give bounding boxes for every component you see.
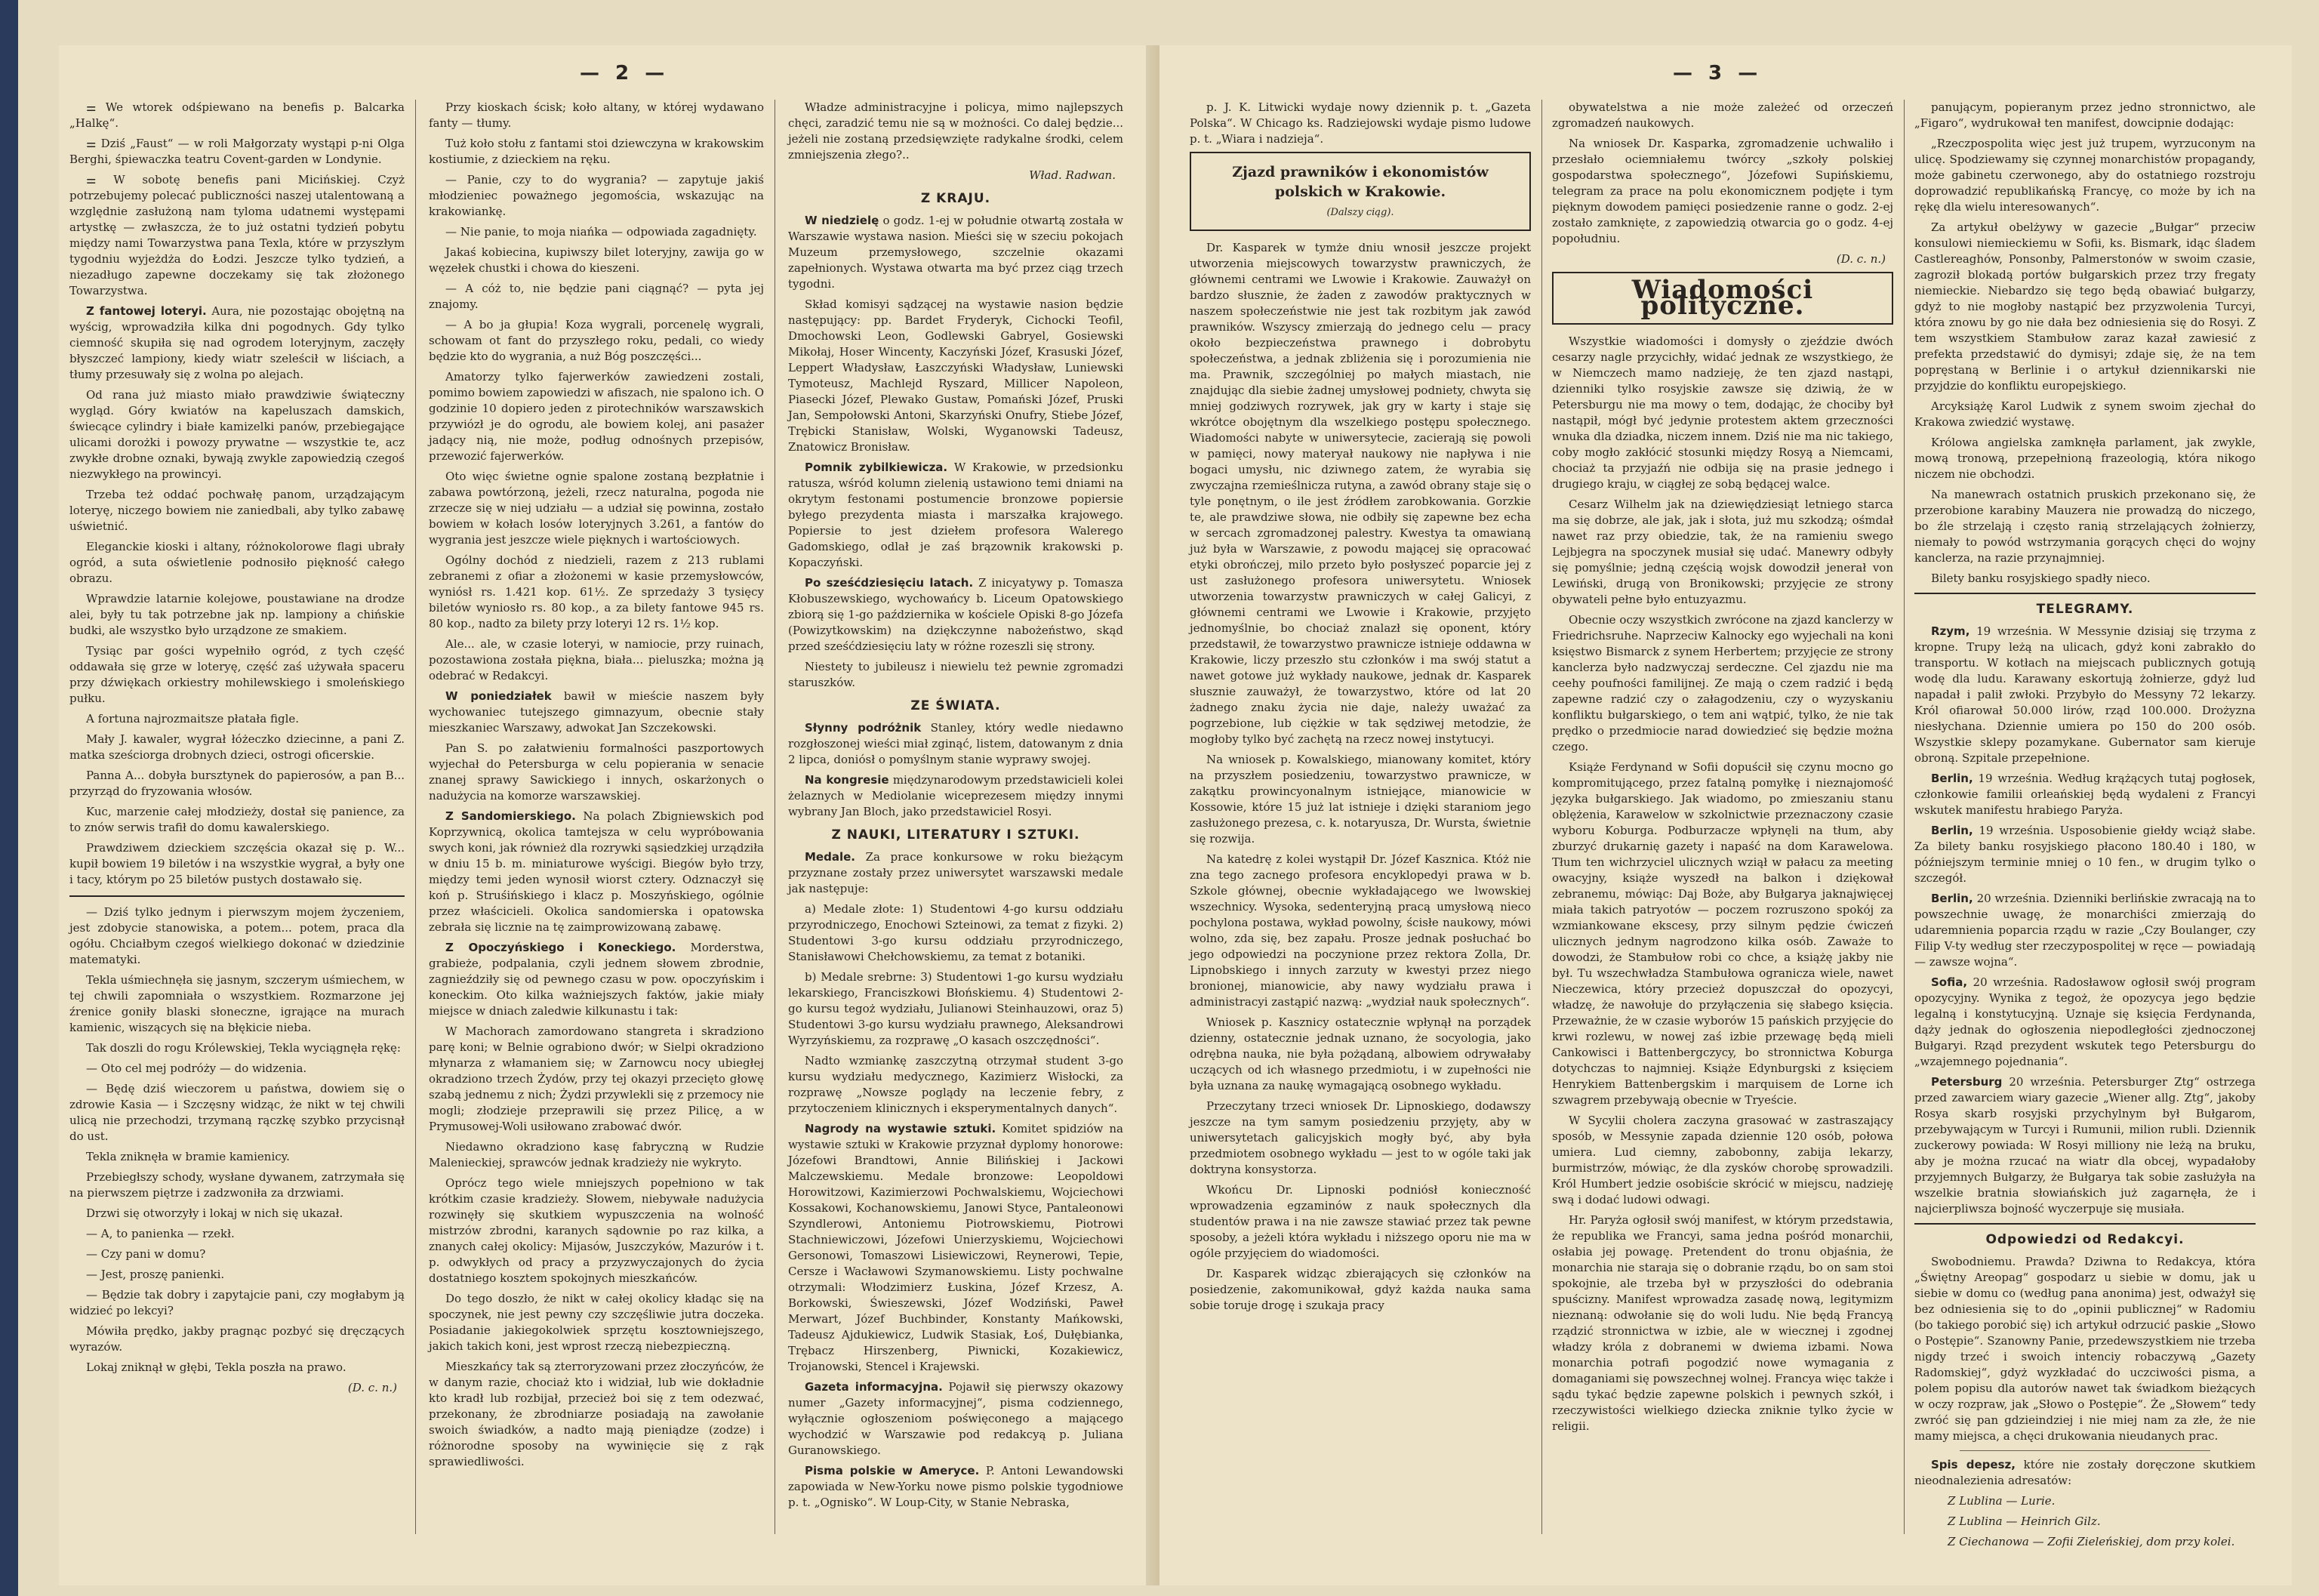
paragraph: Obecnie oczy wszystkich zwrócone na zjazd kanclerzy w Friedrichsruhe. Naprzeciw Kalnocky ego wyjechali na koni księstwo Bismarck z synem Herbertem; przyjęcie ze strony kanclerza było nadzwyczaj serdeczne. Cel zjazdu nie ma ceehy poufności familijnej. Ze mają o czem radzić i będą zapewne radzić czy o załagodzeniu, czy o wyzyskaniu konfliktu bułgarskiego, o tem ani wątpić, tylko, że nie tak prędko o przedmiocie narad dowiedzieć się będzie można czego. — [1552, 613, 1893, 753]
story-paragraph: — A, to panienka — rzekł. — [86, 1227, 235, 1240]
telegram-city: Sofia, — [1931, 975, 1968, 989]
telegram-body: 20 września. Radosławow ogłosił swój program opozycyjny. Wynika z tegoż, że opozycya jego będzie legalną i konstytucyjną. Uznaje się księcia Ferdynanda, dąży jednak do ogłoszenia niepodległości zjednoczonej Bułgaryi. Rząd prezydent wskutek tego Petersburgu do „wzajemnego pojednania“. — [1914, 975, 2256, 1068]
article-subtitle: (Dalszy ciąg). — [1326, 207, 1394, 218]
paragraph: Ale... ale, w czasie loteryi, w namiocie, przy ruinach, pozostawiona została piękna, biała... pieluszka; można ją odebrać w Redakcyi. — [429, 637, 764, 682]
paragraph: Jakaś kobiecina, kupiwszy bilet loteryjny, zawija go w węzełek chustki i chowa do kieszeni. — [429, 245, 764, 275]
lead-in: W niedzielę — [805, 214, 879, 227]
paragraph: — Nie panie, to moja niańka — odpowiada zagadnięty. — [445, 225, 757, 239]
section-heading: Z NAUKI, LITERATURY I SZTUKI. — [831, 827, 1080, 843]
telegram-body: 19 września. Usposobienie giełdy wciąż słabe. Za bilety banku rosyjskiego płacono 180.40 i 180, w późniejszym terminie mniej o 10 fen., w drugim tylko o szczegół. — [1914, 824, 2256, 885]
page-number-right: — 3 — — [1673, 62, 1763, 85]
paragraph: Na manewrach ostatnich pruskich przekonano się, że przerobione karabiny Mauzera nie prowadzą do niczego, bo źle strzelają i często ranią strzelających żołnierzy, niemały to powód wstrzymania gorących chęci do wojny kanclerza, na razie przynajmniej. — [1914, 488, 2256, 565]
article-title-box — [1190, 152, 1531, 231]
paragraph: Ogólny dochód z niedzieli, razem z 213 rublami zebranemi z ofiar a złożonemi w kasie przemysłowców, wyniósł rs. 1.421 kop. 61½. Ze sprzedaży 3 tysięcy biletów wyniosło rs. 80 kop., a za bilety fantowe 945 rs. 80 kop., nadto za bilety przy loteryi 12 rs. 1½ kop. — [429, 553, 764, 630]
paragraph-body: Z inicyatywy p. Tomasza Kłobuszewskiego, wychowańcy b. Liceum Opatowskiego zbiorą się 1-go października w kościele Opiski 8-go Józefa (Powizytkowskim) na dziękczynne nabożeństwo, skąd przed sześćdziesięciu laty w różne rozeszli się strony. — [788, 576, 1123, 653]
signature: Wład. Radwan. — [1029, 168, 1116, 182]
paragraph: „Rzeczpospolita więc jest już trupem, wyrzuconym na ulicę. Spodziewamy się czynnej monarchistów propagandy, może gabinetu czerwonego, aby do ostatniego rozstroju doprowadzić republikańską Francyę, co może by ich na rękę dla wielu interesowanych“. — [1914, 137, 2256, 214]
paragraph — [788, 720, 1123, 768]
lead-in: Gazeta informacyjna. — [805, 1380, 943, 1394]
article-title: Zjazd prawników i ekonomistów polskich w Krakowie. — [1232, 164, 1489, 200]
lead-in: Pomnik zybilkiewicza. — [805, 461, 948, 474]
paragraph — [788, 575, 1123, 655]
lead-in: Z fantowej loteryi. — [86, 304, 207, 318]
telegram-body: 19 września. Według krążących tutaj pogłosek, członkowie familii orleańskiej będą wydaleni z Francyi wskutek manifestu hrabiego Paryża. — [1914, 772, 2256, 817]
paragraph: Dr. Kasparek w tymże dniu wnosił jeszcze projekt utworzenia miejscowych towarzystw prawniczych, że głównemi centrami we Lwowie i Krakowie. Zauważył on bardzo słusznie, że żaden z zawodów praktycznych w naszem społeczeństwie nie jest tak rozbitym jak zawód prawników. Wszyscy zmierzają do jednego celu — pracy około bezpieczeństwa prawnego i dobrobytu społeczeństwa, a jednak zbliżenia się i porozumienia nie ma. Prawnik, szczególniej po małych miastach, nie znajdując dla siebie żadnej umysłowej podniety, chwyta się mniej godziwych rozrywek, jak gry w karty i staje się wkrótce obojętnym dla wszelkiego postępu społecznego. Wiadomości nabyte w uniwersytecie, zacierają się powoli w pamięci, nowy materyał naukowy nie napływa i nie bogaci umysłu, nic dziwnego zatem, że wyrabia się zwyczajna rzemieślnicza rutyna, a zawód obrany staje się o tyle ponętnym, o ile jest źródłem zarobkowania. Gorzkie te, ale prawdziwe słowa, nie odbiły się zapewne bez echa w sercach zgromadzonej palestry. Kwestya ta omawianą już była w Warszawie, z powodu mającej się opracować etyki obrończej, milo przeto było posłyszeć poparcie jej z ust zasłużonego profesora uniwersytetu. Wniosek utworzenia towarzystw prawniczych w całej Galicyi, z głównemi centrami we Lwowie i Krakowie, przyjęto jednomyślnie, bo chociaż znalazł się oponent, który przedstawił, że towarzystwo prawnicze istnieje oddawna w Krakowie, liczy przeszło stu członków i ma swój statut a nawet gotowe już wykłady naukowe, jednak dr. Kasparek słusznie zauważył, że towarzystwo, które od lat 20 żadnego znaku życia nie daje, należy uważać za pogrzebione, lub ciężkie w tak sędziwej metodzie, że mogłoby tylko być zachętą na rzecz nowej instytucyi. — [1190, 241, 1531, 746]
left-column-1 — [69, 100, 405, 1534]
telegram — [1914, 891, 2256, 970]
telegram-body: 20 września. Dzienniki berlińskie zwracają na to powszechnie uwagę, że monarchiści zmierzają do udaremnienia poparcia rządu w razie „Czy Boulanger, czy Filip V-ty według ster rzeczypospolitej w ręce — powiadają — zawsze wojna“. — [1914, 892, 2256, 969]
paragraph: Wszystkie wiadomości i domysły o zjeździe dwóch cesarzy nagle przycichły, widać jednak ze wszystkiego, że w Niemczech mamo nadzieję, że ten zjazd nastąpi, dzienniki tylko rosyjskie zawsze się dziwią, że w Petersburgu nie ma mowy o tem, dodając, że chociby był nastąpił, mógł być jedynie protestem aktem grzeczności wnuka dla dziadka, niczem innem. Dziś nie ma nic takiego, coby mogło zakłócić stosunki między Rosyą a Niemcami, chociaż ta przyjaźń nie odbija się na prasie jednego i drugiego kraju, w ciągłej ze sobą będącej walce. — [1552, 334, 1893, 491]
section-heading: Odpowiedzi od Redakcyi. — [1985, 1232, 2185, 1247]
section-heading-large: Wiadomości polityczne. — [1631, 275, 1814, 321]
paragraph — [788, 1121, 1123, 1375]
paragraph-body: W Krakowie, w przedsionku ratusza, wśród kolumn zielenią ustawiono temi dniami na okrytym festonami postumencie bronzowe popiersie byłego prezydenta miasta i marszałka krajowego. Popiersie to jest dziełem profesora Walerego Gadomskiego, odlał je zaś brązownik krakowski p. Kopaczyński. — [788, 461, 1123, 569]
story-paragraph: Tak doszli do rogu Królewskiej, Tekla wyciągnęła rękę: — [86, 1041, 401, 1055]
paragraph: panującym, popieranym przez jedno stronnictwo, ale „Figaro“, wydrukował ten manifest, dowcipnie dodając: — [1914, 100, 2256, 130]
paragraph: Oto więc świetne ognie spalone zostaną bezpłatnie i zabawa powtórzoną, jeżeli, rzecz naturalna, pogoda nie zrzecze się w niej udziału — a udział się powinna, zostało bowiem w kołach losów loteryjnych 3.261, a fantów do wygrania jest jeszcze wiele pięknych i wartościowych. — [429, 470, 764, 547]
telegram-city: Berlin, — [1931, 772, 1973, 785]
paragraph-body: P. Antoni Lewandowski zapowiada w New-Yorku nowe pismo polskie tygodniowe p. t. „Ognisko“. W Loup-City, w Stanie Nebraska, — [788, 1464, 1123, 1509]
paragraph: p. J. K. Litwicki wydaje nowy dziennik p. t. „Gazeta Polska“. W Chicago ks. Radziejowski wydaje pismo ludowe p. t. „Wiara i nadzieja“. — [1190, 100, 1531, 146]
section-divider — [1914, 1223, 2256, 1225]
column-rule — [1904, 100, 1905, 1534]
paragraph: Trzeba też oddać pochwałę panom, urządzającym loteryę, niczego bowiem nie zaniedbali, aby tylko zabawę uświetnić. — [69, 488, 405, 533]
paragraph: Kuc, marzenie całej młodzieży, dostał się panience, za to znów serwis trafił do domu kawalerskiego. — [69, 805, 405, 834]
paragraph: Swobodniemu. Prawda? Dziwna to Redakcya, która „Świętny Areopag“ gospodarz u siebie w domu, jak u siebie w domu co (według pana anonima) jest, odważył się bez odniesienia się to do „opinii publicznej“ w Radomiu (bo takiego porobić się) ich artykuł odrzucić paskie „Słowo o Postępie“. Szanowny Panie, przedewszystkiem nie trzeba nigdy trzeć i swoich intenciy robaczywą „Gazety Radomskiej“, gdyż wyzkładać do uczciwości pisma, a polem popisu dla autorów nawet tak świadkom bieżących w oczy rozpraw, jak „Słowo o Postępie“. Że „Słowem“ tedy zwróć się pan gdzieindziej i nie miej nam za złe, że nie mamy miejsca, a chęci drukowania nieudanych prac. — [1914, 1255, 2256, 1443]
paragraph: Bilety banku rosyjskiego spadły nieco. — [1931, 572, 2151, 585]
paragraph-body: Aura, nie pozostając obojętną na wyścig, wprowadziła kilka dni pogodnych. Gdy tylko ciemność skupiła się nad ogrodem loteryjnym, zaczęły błyszczeć lampiony, kiedy wiatr szeleścił w liściach, a tłumy przesuwały się z wolna po alejach. — [69, 304, 405, 381]
paragraph: Wprawdzie latarnie kolejowe, poustawiane na drodze alei, były tu tak potrzebne jak np. lampiony a chińskie budki, ale wszystko było urządzone ze smakiem. — [69, 592, 405, 637]
paragraph-body: Pojawił się pierwszy okazowy numer „Gazety informacyjnej“, pisma codziennego, wyłącznie ogłoszeniom poświęconego a mającego wychodzić w Warszawie pod redakcyą p. Juliana Guranowskiego. — [788, 1380, 1123, 1457]
paragraph: Królowa angielska zamknęła parlament, jak zwykle, mową tronową, przepełnioną frazeologią, która nikogo niczem nie obchodzi. — [1914, 436, 2256, 481]
paragraph: obywatelstwa a nie może zależeć od orzeczeń zgromadzeń naukowych. — [1552, 100, 1893, 130]
lead-in: Spis depesz, — [1931, 1458, 2016, 1471]
paragraph: Cesarz Wilhelm jak na dziewiędziesiąt letniego starca ma się dobrze, ale jak, jak i słota, już mu szkodzą; ośmdał nawet raz przy obiedzie, tak, że na ramieniu swego Lejbjegra na spoczynek musiał się udać. Manewry odbyły się pomyślnie; jedną częścią wojsk dowodził jenerał von Lewiński, drugą von Bronikowski; przyjęcie ze strony obywateli pełne było entuzyazmu. — [1552, 498, 1893, 606]
paragraph-body: Stanley, który wedle niedawno rozgłoszonej wieści miał zginąć, listem, datowanym z dnia 2 lipca, doniósł o pomyślnym stanie wyprawy swojej. — [788, 721, 1123, 766]
paragraph — [788, 1463, 1123, 1511]
signature: (D. c. n.) — [1836, 252, 1886, 266]
story-paragraph: — Oto cel mej podróży — do widzenia. — [86, 1061, 307, 1075]
paragraph: Prawdziwem dzieckiem szczęścia okazał się p. W... kupił bowiem 19 biletów i na wszystkie wygrał, a były one i tacy, którym po 25 biletów pustych dostawało się. — [69, 841, 405, 886]
telegram-city: Berlin, — [1931, 892, 1973, 905]
telegram — [1914, 975, 2256, 1070]
story-paragraph: — Będę dziś wieczorem u państwa, dowiem się o zdrowie Kasia — i Szczęsny widząc, że nikt w tej chwili ulicą nie przechodzi, trzymaną rączkę szybko przycisnął do ust. — [69, 1082, 405, 1143]
telegram-city: Berlin, — [1931, 824, 1973, 837]
column-rule — [415, 100, 416, 1534]
paragraph: W Machorach zamordowano stangreta i skradziono parę koni; w Belnie ograbiono dwór; w Sielpi okradziono młynarza z włamaniem się; w Zarnowcu nocy ubiegłej okradziono trzech Żydów, przy tej okazyi przecięto głowę szabą jednemu z nich; Żydzi przywlekli się z przemocy nie mogli; złodzieje przeprawili się przez Pilicę, a w Prymusowej-Woli usiłowano zrabować dwór. — [429, 1024, 764, 1133]
telegram-body: 19 września. W Messynie dzisiaj się trzyma z kropne. Trupy leżą na ulicach, gdyż koni zabrakło do transportu. W kotłach na miejscach publicznych gotują wodę dla ludu. Karawany eskortują żołnierze, gdyż lud napadał i palił zwłoki. Przybyło do Messyny 72 lekarzy. Król ofiarował 50.000 lirów, rząd 100.000. Drożyzna niesłychana. Dziennie umiera po 150 do 200 osób. Wszystkie sklepy pozamykane. Gubernator sam kieruje obroną. Szpitale przepełnione. — [1914, 624, 2256, 765]
lead-in: W poniedziałek — [445, 689, 552, 703]
paragraph: Mały J. kawaler, wygrał łóżeczko dziecinne, a pani Z. matka sześciorga drobnych dzieci, ostrogi oficerskie. — [69, 732, 405, 762]
page-right — [1160, 45, 2292, 1585]
telegram-city: Petersburg — [1931, 1075, 2003, 1089]
story-paragraph: — Czy pani w domu? — [86, 1247, 206, 1261]
paragraph — [429, 689, 764, 736]
paragraph: Arcyksiążę Karol Ludwik z synem swoim zjechał do Krakowa zwiedzić wystawę. — [1914, 399, 2256, 429]
paragraph — [788, 772, 1123, 820]
page-left — [59, 45, 1160, 1585]
paragraph — [788, 1379, 1123, 1459]
paragraph: Dr. Kasparek widząc zbierających się członków na posiedzenie, zakomunikował, gdyż każda nauka sama sobie toruje drogę i szukaja pracy — [1190, 1267, 1531, 1312]
telegram-body: 20 września. Petersburger Ztg“ ostrzega przed zawarciem wiary gazecie „Wiener allg. Ztg“, jakoby Rosya skarb rosyjski przychylnym był Bułgarom, przebywającym w Turcyi i Rumunii, milion rubli. Dziennik zuckerowy powiada: W Rosyi milliony nie leżą na bruku, aby je można rzucać na wiatr dla obcej, wypadałoby przyjemnych Bułgarzy, że Bułgarya tak sobie zasłużyła na wszelkie bratnia słowiańskich już zagarnęła, że i najcierpliwsza bojność wyczerpuje się musiała. — [1914, 1075, 2256, 1215]
paragraph-body: o godz. 1-ej w południe otwartą została w Warszawie wystawa nasion. Mieści się w szeciu pokojach Muzeum przemysłowego, szczelnie okazami zapełnionych. Wystawa otwarta ma być przez ciąg trzech tygodni. — [788, 214, 1123, 291]
lead-in: Medale. — [805, 850, 855, 864]
section-divider — [69, 895, 405, 897]
telegram — [1914, 1074, 2256, 1217]
telegram — [1914, 771, 2256, 818]
paragraph: Oprócz tego wiele mniejszych popełniono w tak krótkim czasie kradzieży. Słowem, niebywałe nadużycia rozwinęły się skutkiem wypuszczenia na wolność mistrzów zbrodni, karanych sądownie po raz kilka, a znanych całej okolicy: Mijasów, Juszczyków, Mazurów i t. p. odwykłych od pracy a przyzwyczajonych do życia dostatniego kosztem spokojnych mieszkańców. — [429, 1176, 764, 1285]
paragraph — [429, 809, 764, 935]
paragraph-body: Komitet spidziów na wystawie sztuki w Krakowie przyznał dyplomy honorowe: Józefowi Brandtowi, Annie Bilińskiej i Jackowi Malczewskiemu. Medale bronzowe: Leopoldowi Horowitzowi, Kazimierzowi Pochwalskiemu, Wojciechowi Kossakowi, Kochanowskiemu, Janowi Styce, Pantaleonowi Szyndlerowi, Antoniemu Piotrowskiemu, Piotrowi Stachniewiczowi, Józefowi Unierzyskiemu, Wojciechowi Gersonowi, Tomaszowi Lisiewiczowi, Reynerowi, Tepie, Cersze i Wacławowi Szymanowskiemu. Listy pochwalne otrzymali: Włodzimierz Łuskina, Józef Krzesz, A. Borkowski, Świeszewski, Józef Wodziński, Paweł Merwart, Józef Buchbinder, Konstanty Mańkowski, Tadeusz Ajdukiewicz, Ludwik Stasiak, Łoś, Dułębianka, Trębacz Hirszenberg, Piwnicki, Kozakiewicz, Trojanowski, Stencel i Krajewski. — [788, 1122, 1123, 1373]
lead-in: Po sześćdziesięciu latach. — [805, 576, 974, 590]
telegram-city: Rzym, — [1931, 624, 1970, 638]
lead-in: Z Opoczyńskiego i Koneckiego. — [445, 941, 676, 954]
section-heading: ZE ŚWIATA. — [910, 698, 1001, 713]
paragraph — [69, 303, 405, 383]
paragraph: Tysiąc par gości wypełniło ogród, z tych część oddawała się grze w loteryę, część zaś używała spaceru przy dźwiękach orkiestry mohilewskiego i smoleńskiego pułku. — [69, 644, 405, 705]
paragraph: Niedawno okradziono kasę fabryczną w Rudzie Malenieckiej, sprawców jednak kradzieży nie wykryto. — [429, 1140, 764, 1169]
paragraph: — A cóż to, nie będzie pani ciągnąć? — pyta jej znajomy. — [429, 282, 764, 311]
paragraph — [1914, 1457, 2256, 1489]
paragraph: Mieszkańcy tak są zterroryzowani przez złoczyńców, że w danym razie, chociaż kto i widział, lub wie dokładnie kto kradł lub rozbijał, przecież boi się z tem odezwać, przekonany, że zbrodniarze posiadają na zawołanie swoich świadków, a nadto mają pieniądze (zodze) i różnorodne sposoby na wywinięcie się z rąk sprawiedliwości. — [429, 1360, 764, 1468]
lead-in: Słynny podróżnik — [805, 721, 922, 735]
paragraph-body: Na polach Zbigniewskich pod Koprzywnicą, okolica tamtejsza w celu wypróbowania swych koni, jak również dla rozrywki sąsiedzkiej urządziła w dniu 15 b. m. miniaturowe wyścigi. Biegów było trzy, między temi jeden wynosił wiorst cztery. Odznaczył się koń p. Struśińskiego i klacz p. Moszyńskiego, ogólnie przez właścicieli. Okolica sandomierska i opatowska zebrała się licznie na tę zaimprowizowaną zabawę. — [429, 809, 764, 934]
right-column-3 — [1914, 100, 2256, 1548]
divider — [1960, 1450, 2210, 1451]
paragraph: Amatorzy tylko fajerwerków zawiedzeni zostali, pomimo bowiem zapowiedzi w afiszach, nie spalono ich. O godzinie 10 dopiero jeden z pirotechników warszawskich przywiózł je do ogrodu, ale bowiem kolej, ani pasażer jadący nią, nie może, podług odnośnych przepisów, przewozić fajerwerków. — [429, 370, 764, 463]
paragraph-body: które nie zostały doręczone skutkiem nieodnalezienia adresatów: — [1914, 1458, 2256, 1487]
story-paragraph: Lokaj zniknął w głębi, Tekla poszła na prawo. — [86, 1360, 346, 1374]
paragraph — [788, 213, 1123, 292]
paragraph-body: bawił w mieście naszem były wychowaniec tutejszego gimnazyum, obecnie stały mieszkaniec Warszawy, adwokat Jan Szczekowski. — [429, 689, 764, 735]
paragraph: Książe Ferdynand w Sofii dopuścił się czynu mocno go kompromitującego, przez fatalną pomyłkę i nieznajomość języka bułgarskiego. Jak wiadomo, po zmieszaniu stanu oblężenia, Karawelow w szkolnictwie przeznaczony czasie wyboru Koburga. Podburzacze wpłynęli na tłum, aby zburzyć drukarnię gazety i napaść na dom Karawelowa. Tłum ten wichrzyciel ulicznych wziął w pałacu za meeting owacyjny, książe wyszedł na balkon i dziękował zebranemu, mówiąc: Daj Boże, aby Bułgarya jaknajwięcej miała takich patryotów — poczem rozruszono spokój za wzmiankowane ekscesy, przy silnym pędzie ćwiczeń ulicznych jednym nagrodzono kilka osób. Zaważe to dowodzi, że Stambułow robi co chce, a książę jakby nie był. Tu wszechwładza Stambułowa ogranicza wiele, nawet Nieczewica, który przecież dopuszczał do opozycyi, władzę, że nawołuje do przyłączenia się słabego księcia. Przeważnie, że w czasie wyborów 15 pańskich przyjęcie do krwi rozlewu, w nowej zaś izbie przewagę będą mieli Cankowisci i Battenbergczycy, bo stronnictwa Koburga dotychczas to najmniej. Książe Edynburgski z księciem Henrykiem Battenbergskim i marquisem de Lorne ich szwagrem przebywają obecnie w Tryeście. — [1552, 760, 1893, 1107]
telegram — [1914, 624, 2256, 766]
paragraph — [788, 849, 1123, 897]
paragraph: Wkońcu Dr. Lipnoski podniósł konieczność wprowadzenia egzaminów z nauk społecznych dla studentów prawa i na nie zawsze stawiać przez tak pewne sposoby, a jeżeli która wykładu i niższego oporu nie ma w ogóle przyjęciem do wiadomości. — [1190, 1183, 1531, 1260]
paragraph — [788, 460, 1123, 571]
paragraph: Eleganckie kioski i altany, różnokolorowe flagi ubrały ogród, a suta oświetlenie podnosiło piękność całego obrazu. — [69, 540, 405, 585]
lead-in: Z Sandomierskiego. — [445, 809, 576, 823]
story-paragraph: Tekla zniknęła w bramie kamienicy. — [86, 1150, 290, 1163]
left-column-3 — [788, 100, 1123, 1534]
telegram — [1914, 823, 2256, 886]
paragraph: Na katedrę z kolei wystąpił Dr. Józef Kasznica. Któż nie zna tego zacnego profesora encyklopedyi prawa w b. Szkole głównej, obecnie wykładającego we lwowskiej wszechnicy. Wysoka, sedenteryjną pracą umysłową nieco pochylona postawa, wykład powolny, ścisłe naukowy, mówi wolno, zda się, bez zapału. Prosze jednak posłuchać bo jego odpowiedzi na poczynione przez rektora Zolla, Dr. Lipnobskiego i innych zarzuty w kwestyi przez niego bronionej, mianowicie, aby nawy wydziału prawa i administracyi zastąpić nazwą: „wydział nauk społecznych“. — [1190, 852, 1531, 1009]
paragraph-body: Za prace konkursowe w roku bieżącym przyznane zostały przez uniwersytet warszawski medale jak następuje: — [788, 850, 1123, 895]
paragraph: Skład komisyi sądzącej na wystawie nasion będzie następujący: pp. Bardet Fryderyk, Cichocki Teofil, Dmochowski Leon, Godlewski Gabryel, Gosiewski Mikołaj, Hoser Wincenty, Kaczyński Józef, Krasuski Józef, Leppert Władysław, Łaszczyński Władysław, Luniewski Tymoteusz, Machlejd Ryszard, Millicer Napoleon, Piasecki Józef, Plewako Gustaw, Pomański Józef, Pruski Jan, Sempołowski Antoni, Skarzyński Onufry, Stiebe Józef, Trębicki Stanisław, Wolski, Wyganowski Tadeusz, Znatowicz Bronisław. — [788, 297, 1123, 454]
right-column-1 — [1190, 100, 1531, 1534]
paragraph: Panna A... dobyła bursztynek do papierosów, a pan B... przyrząd do fryzowania włosów. — [69, 769, 405, 798]
paragraph: Hr. Paryża ogłosił swój manifest, w którym przedstawia, że republika we Francyi, sama jedna pośród monarchii, osłabia jej powagę. Pretendent do tronu objaśnia, że monarchia nie staraja się o dobranie rządu, bo on sam stoi spokojnie, ale trzeba był w przyszłości do odebrania spuścizny. Manifest wprowadza zasadę nową, legitymizm nieznaną: odwołanie się do woli ludu. Nie będą Francyą rządzić stronnictwa w izbie, ale w wiecznej i zgodnej władzy króla z dobranemi w dwiema izbami. Nowa monarchia potrafi pogodzić nowe wymagania z domaganiami się powszechnej wolnej. Francya więc także i sądu tykać będzie zapewne polskich i pewnych szkół, i rzeczywistości wielkiego dziecka zniknie tylko życie w religii. — [1552, 1213, 1893, 1433]
paragraph: Tuż koło stołu z fantami stoi dziewczyna w krakowskim kostiumie, z dzieckiem na ręku. — [429, 137, 764, 166]
paragraph: Niestety to jubileusz i niewielu też pewnie zgromadzi staruszków. — [788, 660, 1123, 689]
story-paragraph: Drzwi się otworzyły i lokaj w nich się ukazał. — [86, 1206, 343, 1220]
paragraph: Za artykuł obelżywy w gazecie „Bułgar“ przeciw konsulowi niemieckiemu w Sofii, ks. Bismark, idąc śladem Castlereaghów, Ponsonby, Palmerstonów w swoim czasie, zagroził blokadą portów bułgarskich przez trzy fregaty niemieckie. Niebardzo się tego będą obawiać bułgarzy, gdyż to nie mogłoby nastąpić bez przyzwolenia Turcyi, która znowu by go nie dała bez odniesienia się do Rosyi. Z tem wszystkiem Stambułow zaraz kazał zawiesić z prefekta przedstawić do dymisyi; zdaje się, że na tem popręstaną w Berlinie i o artykuł dziennikarski nie przyjdzie do konfliktu europejskiego. — [1914, 220, 2256, 393]
paragraph: Pan S. po załatwieniu formalności paszportowych wyjechał do Petersburga w celu popierania w senacie znanej sprawy Sawickiego i innych, oskarżonych o nadużycia na komorze warszawskiej. — [429, 741, 764, 803]
paragraph: Na wniosek Dr. Kasparka, zgromadzenie uchwaliło i przesłało ociemniałemu twórcy „szkoły polskiej gospodarstwa społecznego“, Józefowi Supińskiemu, telegram za prace na polu ekonomicznem podjęte i tym pięknym dowodem pamięci posiedzenie ranne o godz. 2-ej zostało zamknięte, z zapowiedzią otwarcia go o godz. 4-ej popołudniu. — [1552, 137, 1893, 245]
paragraph: — Panie, czy to do wygrania? — zapytuje jakiś młodzieniec poważnego jegomościa, wskazując na krakowiankę. — [429, 173, 764, 218]
list-item: Z Ciechanowa — Zofii Zieleńskiej, dom przy kolei. — [1948, 1535, 2235, 1548]
story-paragraph: — Jest, proszę panienki. — [86, 1268, 225, 1281]
page-number-left: — 2 — — [580, 62, 670, 85]
paragraph — [429, 940, 764, 1019]
paragraph: Przy kioskach ścisk; koło altany, w której wydawano fanty — tłumy. — [429, 100, 764, 130]
paragraph: Przeczytany trzeci wniosek Dr. Lipnoskiego, dodawszy jeszcze na tym samym posiedzeniu przyjęty, aby w uniwersytetach galicyjskich mogły być, aby była przedmiotem osobnego wykładu — jest to w ogóle taki jak doktryna konsystorza. — [1190, 1099, 1531, 1176]
lead-in: Nagrody na wystawie sztuki. — [805, 1122, 996, 1135]
paragraph: Do tego doszło, że nikt w całej okolicy kładąc się na spoczynek, nie jest pewny czy szczęśliwie jutra doczeka. Posiadanie jakiegokolwiek sprzętu kosztowniejszego, jakich takich koni, jest wprost rzeczą niebezpieczną. — [429, 1292, 764, 1353]
paragraph: ⚌ We wtorek odśpiewano na benefis p. Balcarka „Halkę“. — [69, 100, 405, 130]
section-heading: TELEGRAMY. — [2036, 602, 2134, 617]
list-item: Z Lublina — Lurie. — [1948, 1494, 2056, 1508]
column-rule — [1541, 100, 1542, 1534]
heading-box — [1552, 272, 1893, 325]
paragraph-body: międzynarodowym przedstawicieli kolei żelaznych w Mediolanie wiceprezesem między innymi wybrany Jan Bloch, jako przedstawiciel Rosyi. — [788, 773, 1123, 818]
story-paragraph: Przebiegłszy schody, wysłane dywanem, zatrzymała się na pierwszem piętrze i zadzwoniła za drzwiami. — [69, 1170, 405, 1200]
paragraph: Od rana już miasto miało prawdziwie świąteczny wygląd. Góry kwiatów na kapeluszach damskich, świecące cylindry i białe kamizelki panów, przebiegające ulicami dorożki i powozy prywatne — wszystkie te, acz zwykłe drobne oznaki, bywają zwykle zapowiedzią czegoś niezwykłego na prowincyi. — [69, 388, 405, 481]
story-paragraph: — Będzie tak dobry i zapytajcie pani, czy mogłabym ją widzieć po lekcyi? — [69, 1288, 405, 1317]
lead-in: Na kongresie — [805, 773, 889, 787]
paragraph: Na wniosek p. Kowalskiego, mianowany komitet, który na przyszłem posiedzeniu, towarzystwo prawnicze, w zakątku prowincyonalnym istniejące, mianowicie w Kossowie, które 15 już lat istnieje i dzięki staraniom jego zasłużonego prezesa, c. k. notaryusza, Dr. Wursta, świetnie się rozwija. — [1190, 753, 1531, 846]
paragraph: A fortuna najrozmaitsze płatała figle. — [86, 712, 300, 726]
paragraph: ⚌ W sobotę benefis pani Micińskiej. Czyż potrzebujemy polecać publiczności naszej utalentowaną a względnie zasłużoną nam tyloma udatnemi występami artystkę — zwłaszcza, że to już ostatni tydzień pobytu między nami Towarzystwa pana Texla, które w przyszłym tygodniu wyjeżdża do Łodzi. Jeszcze tylko tydzień, a niezadługo zapewne doczekamy się tak złożonego Towarzystwa. — [69, 173, 405, 297]
paragraph: b) Medale srebrne: 3) Studentowi 1-go kursu wydziału lekarskiego, Franciszkowi Błońskiemu. 4) Studentowi 2-go kursu tegoż wydziału, Julianowi Steinhauzowi, oraz 5) Studentowi 3-go kursu wydziału prawnego, Aleksandrowi Wyrzyńskiemu, za rozprawę „O kasach oszczędności“. — [788, 970, 1123, 1047]
signature: (D. c. n.) — [347, 1381, 397, 1394]
section-heading: Z KRAJU. — [920, 191, 991, 206]
binding-strip — [0, 0, 18, 1596]
paragraph: W Sycylii cholera zaczyna grasować w zastraszający sposób, w Messynie zapada dziennie 120 osób, połowa umiera. Lud ciemny, zabobonny, zabija lekarzy, burmistrzów, mówiąc, że dla zysków chorobę sprowadzili. Król Humbert jedzie osobiście skrócić w miejscu, nadzieję swą i dodać ludowi odwagi. — [1552, 1114, 1893, 1206]
story-paragraph: — Dziś tylko jednym i pierwszym mojem życzeniem, jest zdobycie stanowiska, a potem... potem, praca dla ogółu. Chciałbym czegoś wielkiego dokonać w dziedzinie matematyki. — [69, 905, 405, 966]
story-paragraph: Mówiła prędko, jakby pragnąc pozbyć się dręczących wyrazów. — [69, 1324, 405, 1354]
list-item: Z Lublina — Heinrich Gilz. — [1948, 1514, 2101, 1528]
lead-in: Pisma polskie w Ameryce. — [805, 1464, 980, 1477]
paragraph-body: Morderstwa, grabieże, podpalania, czyli jednem słowem zbrodnie, zagnieździły się od pewnego czasu w pow. opoczyńskim i koneckim. Oto kilka ważniejszych faktów, jakie miały miejsce w dniach zaledwie kilkunastu i tak: — [429, 941, 764, 1018]
paragraph: — A bo ja głupia! Koza wygrali, porcenelę wygrali, schowam ot fant do przyszłego roku, pedali, co wiedy będzie kto do wygrania, a nuż Bóg poszczęści... — [429, 318, 764, 363]
left-column-2 — [429, 100, 764, 1534]
paragraph: Wniosek p. Kasznicy ostatecznie wpłynął na porządek dzienny, ostatecznie jednak uznano, że socyologia, jako odrębna nauka, nie była pożądaną, albowiem odrywałaby uczących od ich własnego przedmiotu, i w zupełności nie była uznana za naukę wymagającą osobnego wykładu. — [1190, 1015, 1531, 1092]
section-divider — [1914, 593, 2256, 594]
story-paragraph: Tekla uśmiechnęła się jasnym, szczerym uśmiechem, w tej chwili zapomniała o wszystkiem. Rozmarzone jej źrenice goniły blaski słoneczne, igrające na murach kamienic, wiszących się na błękicie nieba. — [69, 973, 405, 1034]
paragraph: Nadto wzmiankę zaszczytną otrzymał student 3-go kursu wydziału medycznego, Kazimierz Wisłocki, za rozprawę „Nowsze poglądy na leczenie febry, z przytoczeniem klinicznych i eksperymentalnych danych“. — [788, 1054, 1123, 1115]
paragraph: ⚌ Dziś „Faust“ — w roli Małgorzaty wystąpi p-ni Olga Berghi, śpiewaczka teatru Covent-garden w Londynie. — [69, 137, 405, 166]
right-column-2 — [1552, 100, 1893, 1534]
paragraph: Władze administracyjne i policya, mimo najlepszych chęci, zaradzić temu nie są w możności. Co dalej będzie... jeżeli nie zostaną przedsięwzięte radykalne środki, celem zmniejszenia złego?.. — [788, 100, 1123, 162]
paragraph: a) Medale złote: 1) Studentowi 4-go kursu oddziału przyrodniczego, Enochowi Szteinowi, za temat z fizyki. 2) Studentowi 3-go kursu oddziału przyrodniczego, Stanisławowi Chełchowskiemu, za temat z botaniki. — [788, 902, 1123, 963]
